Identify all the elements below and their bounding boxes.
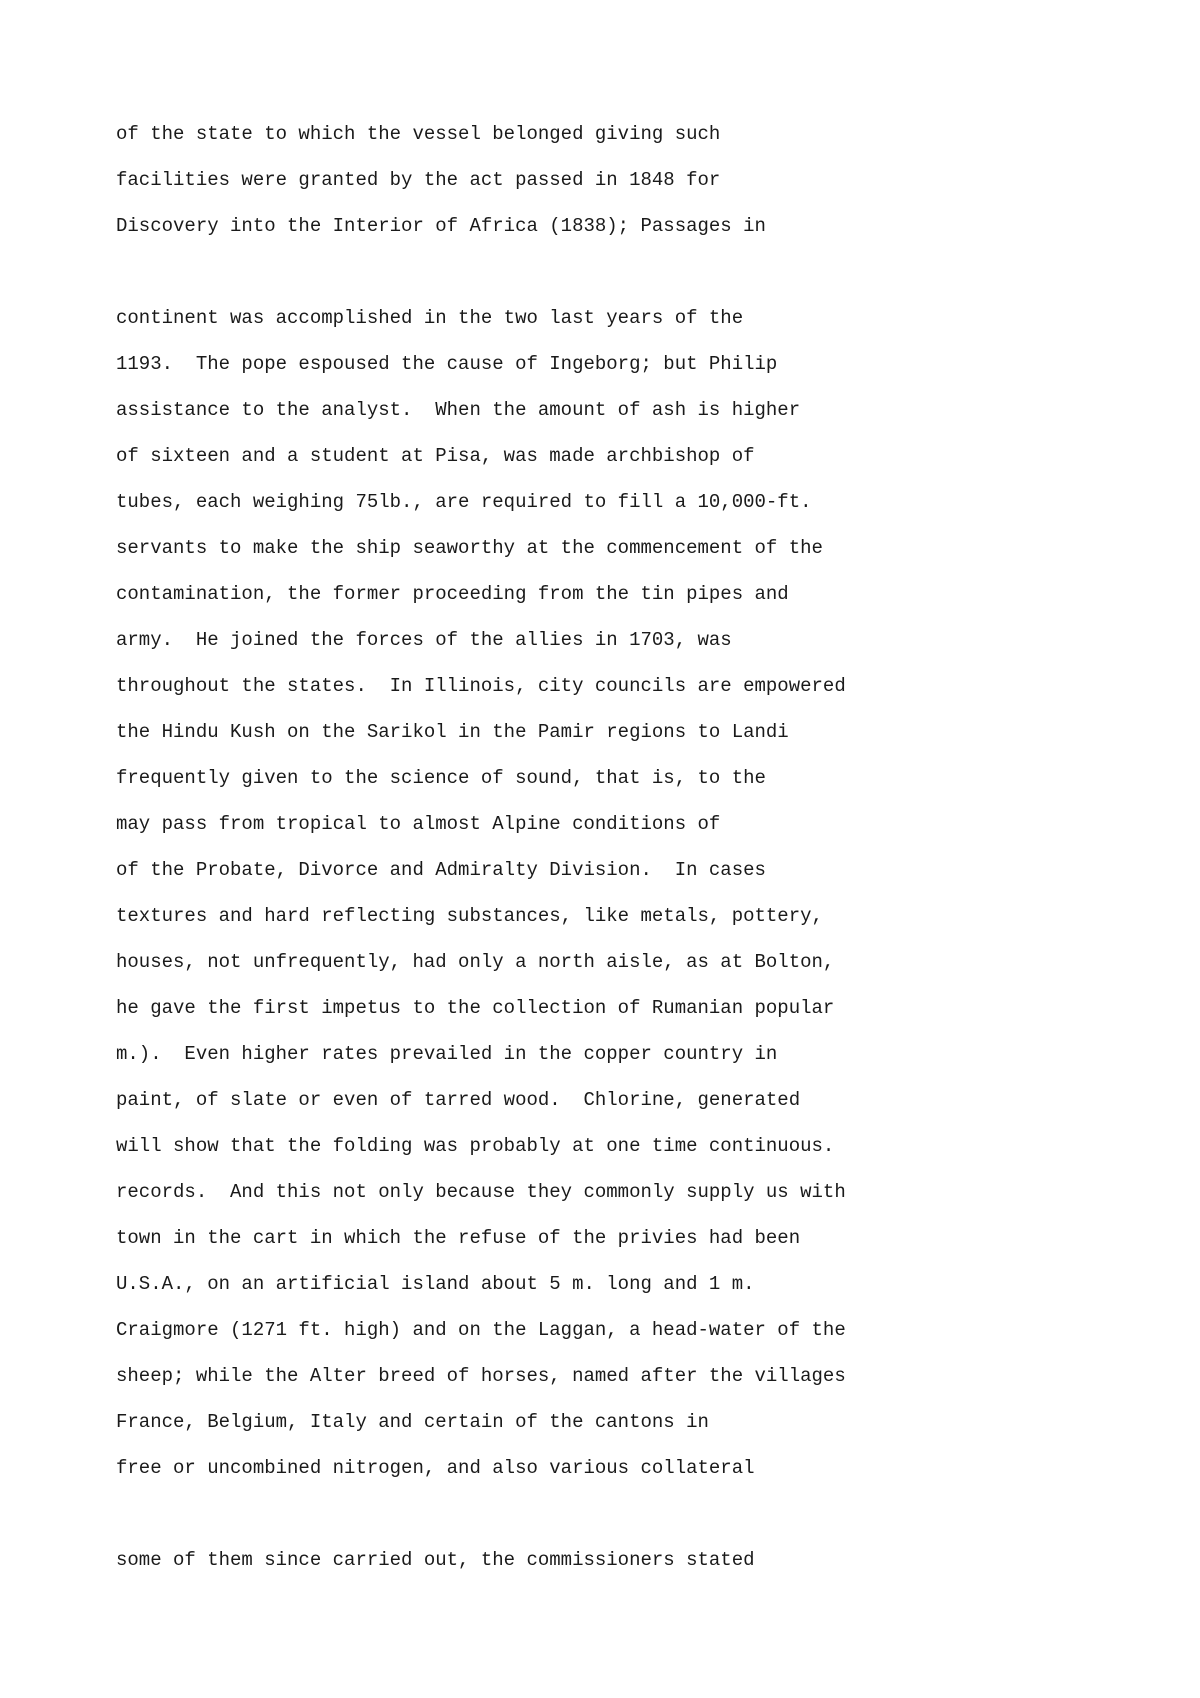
text-line: of the state to which the vessel belonged giving such — [116, 123, 721, 145]
text-line: may pass from tropical to almost Alpine conditions of — [116, 813, 721, 835]
text-line: of sixteen and a student at Pisa, was made archbishop of — [116, 445, 755, 467]
text-line: U.S.A., on an artificial island about 5 m. long and 1 m. — [116, 1273, 755, 1295]
text-line: Craigmore (1271 ft. high) and on the Laggan, a head-water of the — [116, 1319, 846, 1341]
text-line: paint, of slate or even of tarred wood. Chlorine, generated — [116, 1089, 801, 1111]
text-line: Discovery into the Interior of Africa (1838); Passages in — [116, 215, 766, 237]
text-line: m.). Even higher rates prevailed in the copper country in — [116, 1043, 778, 1065]
text-line: contamination, the former proceeding from the tin pipes and — [116, 583, 789, 605]
text-line: facilities were granted by the act passed in 1848 for — [116, 169, 721, 191]
text-line: houses, not unfrequently, had only a north aisle, as at Bolton, — [116, 951, 835, 973]
text-line: frequently given to the science of sound, that is, to the — [116, 767, 766, 789]
text-line: sheep; while the Alter breed of horses, named after the villages — [116, 1365, 846, 1387]
text-line: will show that the folding was probably at one time continuous. — [116, 1135, 835, 1157]
text-line: throughout the states. In Illinois, city councils are empowered — [116, 675, 846, 697]
text-line: assistance to the analyst. When the amount of ash is higher — [116, 399, 801, 421]
blank-line — [116, 1491, 1116, 1537]
text-line: textures and hard reflecting substances, like metals, pottery, — [116, 905, 823, 927]
text-line: records. And this not only because they commonly supply us with — [116, 1181, 846, 1203]
body-text — [116, 111, 1116, 1583]
text-line: some of them since carried out, the commissioners stated — [116, 1549, 755, 1571]
text-line: the Hindu Kush on the Sarikol in the Pamir regions to Landi — [116, 721, 789, 743]
text-line: servants to make the ship seaworthy at the commencement of the — [116, 537, 823, 559]
text-line: free or uncombined nitrogen, and also various collateral — [116, 1457, 755, 1479]
text-line: town in the cart in which the refuse of the privies had been — [116, 1227, 801, 1249]
text-line: army. He joined the forces of the allies in 1703, was — [116, 629, 732, 651]
text-line: of the Probate, Divorce and Admiralty Division. In cases — [116, 859, 766, 881]
blank-line — [116, 249, 1116, 295]
text-line: France, Belgium, Italy and certain of the cantons in — [116, 1411, 709, 1433]
text-line: he gave the first impetus to the collection of Rumanian popular — [116, 997, 835, 1019]
text-line: tubes, each weighing 75lb., are required to fill a 10,000-ft. — [116, 491, 812, 513]
text-line: 1193. The pope espoused the cause of Ingeborg; but Philip — [116, 353, 778, 375]
text-line: continent was accomplished in the two last years of the — [116, 307, 744, 329]
